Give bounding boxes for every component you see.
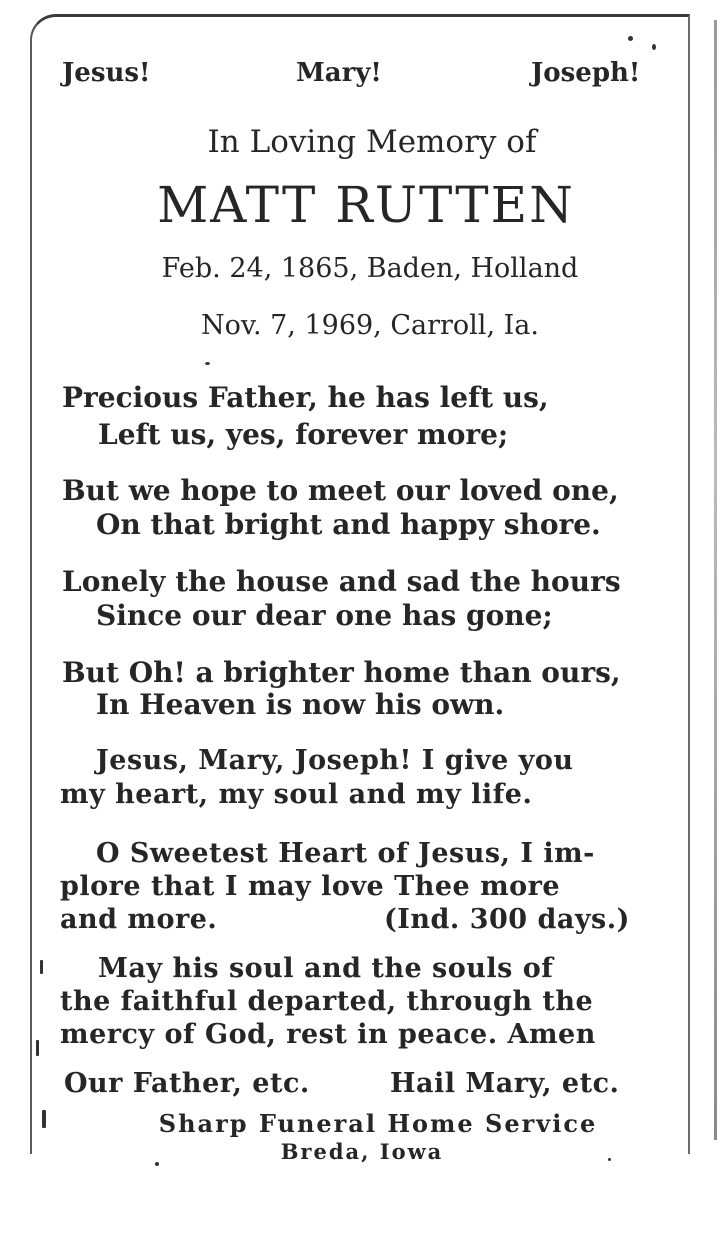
scan-speck	[36, 1040, 39, 1056]
closing-hail-mary: Hail Mary, etc.	[390, 1068, 620, 1099]
header-word-mary: Mary!	[296, 58, 382, 88]
verse-1-line-1: Precious Father, he has left us,	[62, 381, 549, 414]
verse-4-line-2: In Heaven is now his own.	[96, 688, 505, 721]
funeral-home-name: Sharp Funeral Home Service	[158, 1109, 598, 1138]
scan-speck	[628, 36, 633, 41]
verse-3-line-2: Since our dear one has gone;	[96, 599, 553, 632]
sacred-heart-line-3: and more.	[60, 904, 218, 935]
verse-3-line-1: Lonely the house and sad the hours	[62, 565, 621, 598]
header-word-jesus: Jesus!	[62, 58, 151, 88]
scan-speck	[42, 1110, 46, 1128]
offering-line-1: Jesus, Mary, Joseph! I give you	[96, 745, 574, 776]
scan-speck	[608, 1158, 611, 1161]
rest-line-3: mercy of God, rest in peace. Amen	[60, 1019, 596, 1050]
closing-our-father: Our Father, etc.	[64, 1068, 310, 1099]
indulgence-note: (Ind. 300 days.)	[384, 904, 630, 935]
offering-line-2: my heart, my soul and my life.	[60, 779, 533, 810]
deceased-name: MATT RUTTEN	[157, 176, 575, 234]
verse-1-line-2: Left us, yes, forever more;	[98, 418, 509, 451]
birth-line: Feb. 24, 1865, Baden, Holland	[161, 253, 579, 284]
scan-speck	[205, 362, 210, 365]
death-line: Nov. 7, 1969, Carroll, Ia.	[201, 310, 539, 341]
verse-4-line-1: But Oh! a brighter home than ours,	[62, 656, 621, 689]
sacred-heart-line-2: plore that I may love Thee more	[60, 871, 561, 902]
header-word-joseph: Joseph!	[531, 58, 641, 88]
scan-speck	[652, 44, 656, 50]
rest-line-1: May his soul and the souls of	[98, 953, 554, 984]
verse-2-line-2: On that bright and happy shore.	[96, 508, 601, 541]
sacred-heart-line-1: O Sweetest Heart of Jesus, I im-	[96, 838, 595, 869]
verse-2-line-1: But we hope to meet our loved one,	[62, 474, 619, 507]
memorial-title: In Loving Memory of	[207, 124, 537, 160]
scan-speck	[40, 960, 43, 974]
funeral-home-location: Breda, Iowa	[280, 1139, 444, 1164]
scan-speck	[155, 1162, 159, 1166]
rest-line-2: the faithful departed, through the	[60, 986, 594, 1017]
